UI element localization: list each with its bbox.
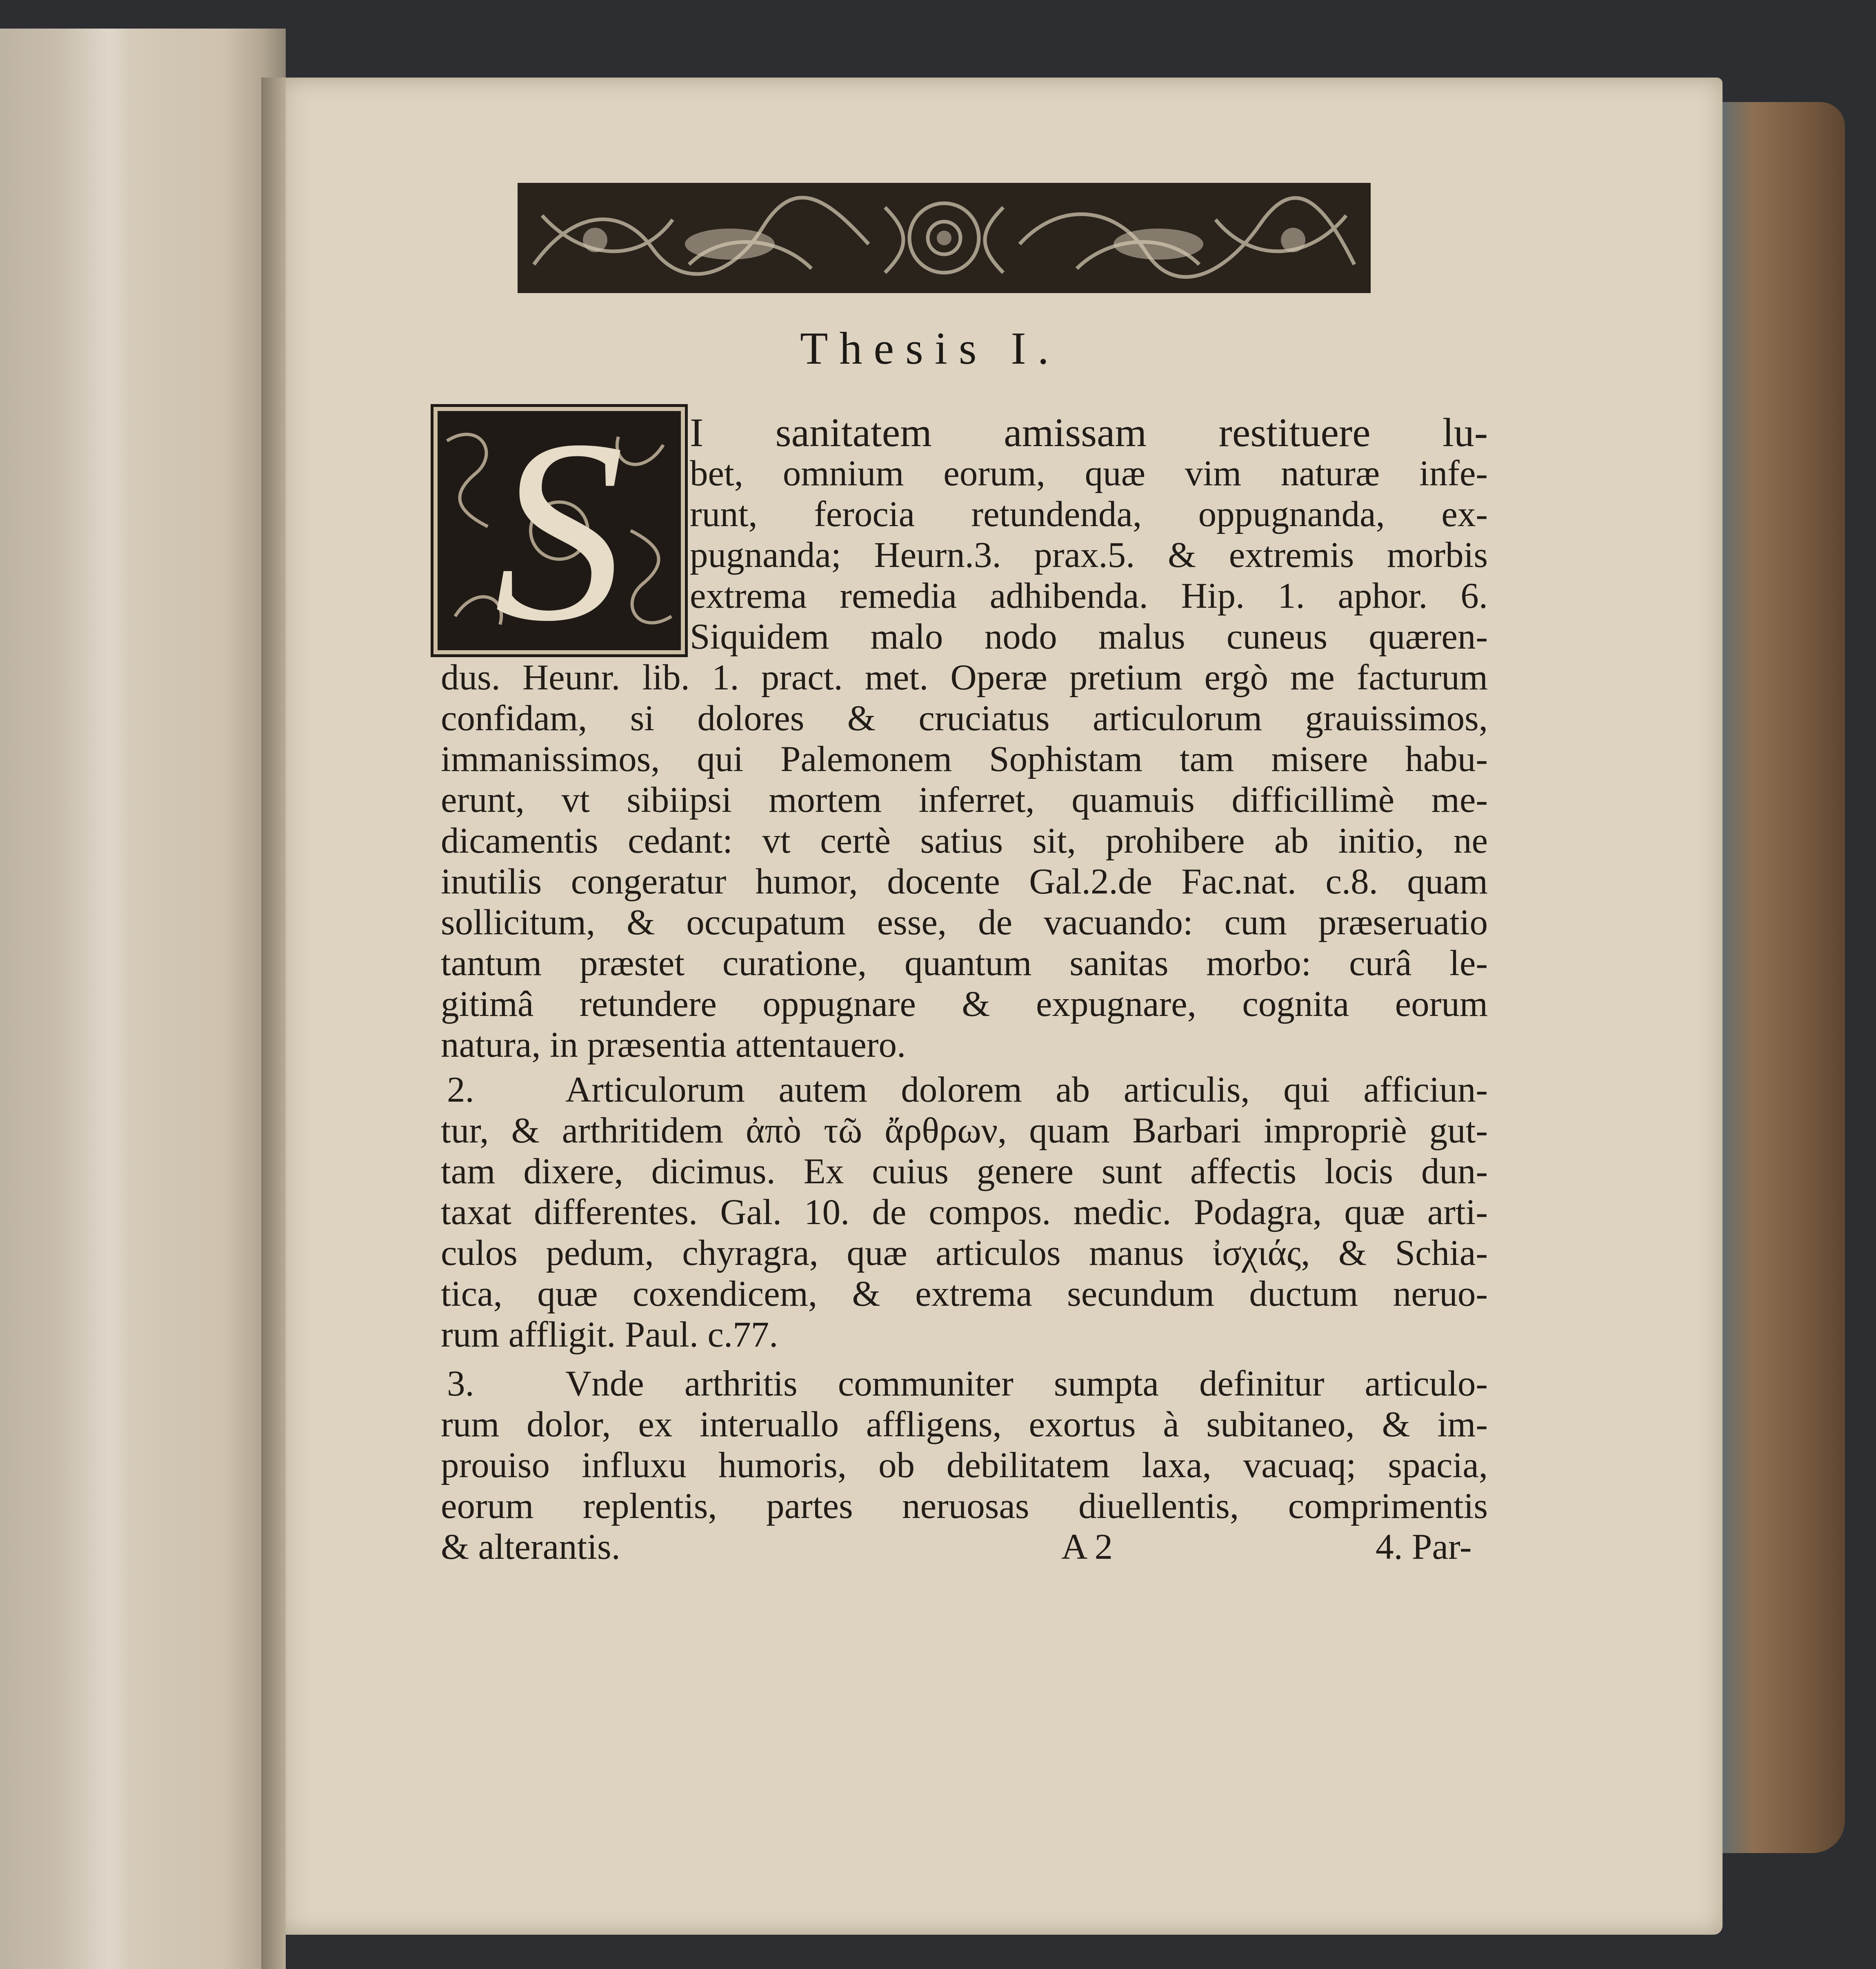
- headpiece-ornament-icon: [518, 183, 1371, 293]
- text-line: & alterantis.: [441, 1527, 620, 1567]
- drop-cap-letter: S: [494, 386, 625, 675]
- text-line: extrema remedia adhibenda. Hip. 1. aphor. 6.: [690, 576, 1488, 616]
- text-line: erunt, vt sibiipsi mortem inferret, quamuis difficillimè me-: [441, 780, 1488, 820]
- paragraph-number: 2.: [447, 1070, 474, 1110]
- decorated-initial: [431, 386, 688, 675]
- text-line: bet, omnium eorum, quæ vim naturæ infe-: [690, 453, 1488, 493]
- text-line: pugnanda; Heurn.3. prax.5. & extremis morbis: [690, 535, 1488, 575]
- text-line: tantum præstet curatione, quantum sanitas morbo: curâ le-: [441, 943, 1488, 983]
- text-line: Vnde arthritis communiter sumpta definitur articulo-: [565, 1364, 1488, 1404]
- catchword: 4. Par-: [1376, 1527, 1472, 1567]
- text-line: rum affligit. Paul. c.77.: [441, 1315, 778, 1355]
- text-line: culos pedum, chyragra, quæ articulos manus ἰσχιάς, & Schia-: [441, 1233, 1488, 1273]
- thesis-heading: Thesis I.: [800, 323, 1060, 374]
- text-line: sollicitum, & occupatum esse, de vacuando: cum præseruatio: [441, 902, 1488, 942]
- text-line: gitimâ retundere oppugnare & expugnare, cognita eorum: [441, 984, 1488, 1024]
- text-line: taxat differentes. Gal. 10. de compos. medic. Podagra, quæ arti-: [441, 1192, 1488, 1232]
- ornamental-headpiece: [518, 183, 1371, 293]
- text-line: tur, & arthritidem ἀπὸ τῶ ἄρθρων, quam Barbari impropriè gut-: [441, 1111, 1488, 1151]
- text-line: eorum replentis, partes neruosas diuellentis, comprimentis: [441, 1486, 1488, 1526]
- text-line: Siquidem malo nodo malus cuneus quæren-: [690, 617, 1488, 657]
- text-line: dus. Heunr. lib. 1. pract. met. Operæ pretium ergò me facturum: [441, 658, 1488, 698]
- text-line: natura, in præsentia attentauero.: [441, 1025, 906, 1065]
- text-line: runt, ferocia retundenda, oppugnanda, ex-: [690, 494, 1488, 534]
- signature-mark: A 2: [1061, 1527, 1113, 1567]
- text-line: I sanitatem amissam restituere lu-: [690, 410, 1488, 455]
- text-line: dicamentis cedant: vt certè satius sit, prohibere ab initio, ne: [441, 821, 1488, 861]
- text-line: inutilis congeratur humor, docente Gal.2.de Fac.nat. c.8. quam: [441, 862, 1488, 902]
- text-line: Articulorum autem dolorem ab articulis, qui afficiun-: [565, 1070, 1488, 1110]
- text-line: tica, quæ coxendicem, & extrema secundum ductum neruo-: [441, 1274, 1488, 1314]
- text-line: tam dixere, dicimus. Ex cuius genere sunt affectis locis dun-: [441, 1151, 1488, 1191]
- book-gutter: [261, 78, 286, 1969]
- paragraph-number: 3.: [447, 1364, 474, 1404]
- text-line: rum dolor, ex interuallo affligens, exortus à subitaneo, & im-: [441, 1405, 1488, 1445]
- page-fold-highlight: [61, 29, 167, 1969]
- text-line: prouiso influxu humoris, ob debilitatem laxa, vacuaq; spacia,: [441, 1445, 1488, 1485]
- text-line: confidam, si dolores & cruciatus articulorum grauissimos,: [441, 698, 1488, 738]
- text-line: immanissimos, qui Palemonem Sophistam tam misere habu-: [441, 739, 1488, 779]
